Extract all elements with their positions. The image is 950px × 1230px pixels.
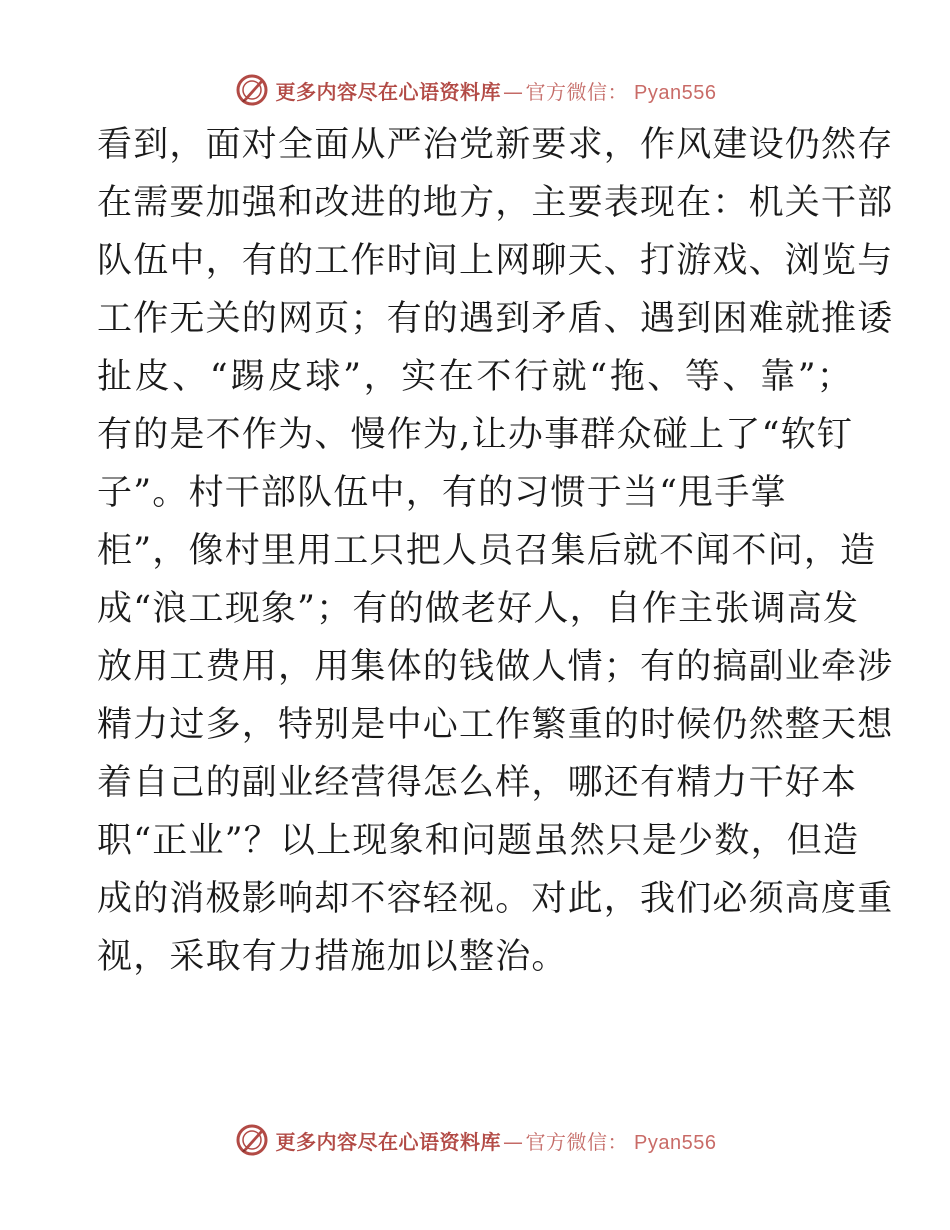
quill-pen-circle-icon <box>234 1122 270 1158</box>
header-wechat-id: Pyan556 <box>634 81 717 104</box>
header-wechat-label: 官方微信： <box>525 79 629 104</box>
text-line: 职“正业”？以上现象和问题虽然只是少数，但造 <box>97 821 860 861</box>
text-line: 有的是不作为、慢作为,让办事群众碰上了“软钉 <box>97 415 853 455</box>
header-banner <box>0 70 950 110</box>
quill-pen-circle-icon <box>234 72 270 108</box>
footer-main-text: 更多内容尽在心语资料库 <box>275 1129 502 1154</box>
text-line: 在需要加强和改进的地方，主要表现在：机关干部 <box>97 183 894 223</box>
text-line: 工作无关的网页；有的遇到矛盾、遇到困难就推诿 <box>97 299 894 339</box>
text-line: 子”。村干部队伍中，有的习惯于当“甩手掌 <box>97 473 787 513</box>
text-line: 成的消极影响却不容轻视。对此，我们必须高度重 <box>97 879 894 919</box>
text-line: 放用工费用，用集体的钱做人情；有的搞副业牵涉 <box>97 647 894 687</box>
header-main-text: 更多内容尽在心语资料库 <box>275 79 502 104</box>
text-line: 成“浪工现象”；有的做老好人，自作主张调高发 <box>97 589 860 629</box>
body-text <box>97 116 894 986</box>
footer-banner <box>0 1120 950 1160</box>
text-line: 柜”，像村里用工只把人员召集后就不闻不问，造 <box>97 531 877 571</box>
text-line: 扯皮、“踢皮球”，实在不行就“拖、等、靠”； <box>97 357 853 397</box>
text-line: 着自己的副业经营得怎么样，哪还有精力干好本 <box>97 763 858 803</box>
text-line: 看到，面对全面从严治党新要求，作风建设仍然存 <box>97 125 894 165</box>
text-line: 精力过多，特别是中心工作繁重的时候仍然整天想 <box>97 705 894 745</box>
text-line: 队伍中，有的工作时间上网聊天、打游戏、浏览与 <box>97 241 894 281</box>
footer-wechat-id: Pyan556 <box>634 1131 717 1154</box>
header-dash: — <box>503 79 524 104</box>
footer-wechat-label: 官方微信： <box>525 1129 629 1154</box>
footer-dash: — <box>503 1129 524 1154</box>
text-line: 视，采取有力措施加以整治。 <box>97 937 568 977</box>
